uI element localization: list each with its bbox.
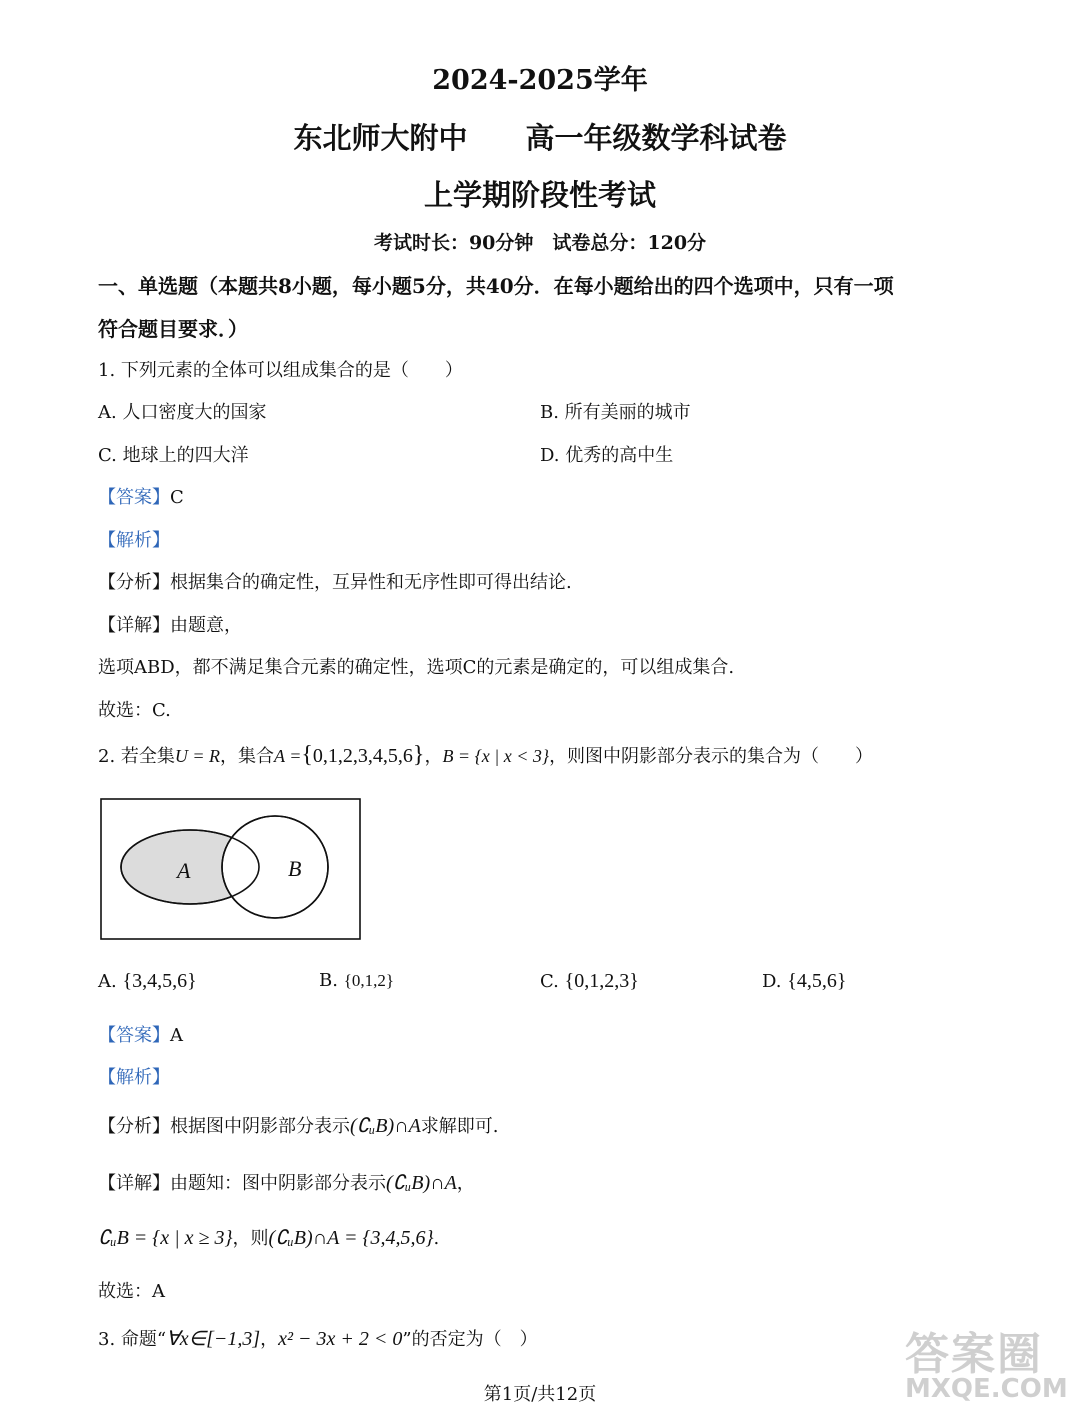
exam-title: 东北师大附中 高一年级数学科试卷	[293, 121, 787, 155]
q2-answer-line	[98, 1021, 183, 1047]
xiangjie-tag: 【详解】	[98, 615, 170, 636]
xiangjie-tag: 【详解】	[98, 1173, 170, 1194]
q3-stem	[98, 1325, 538, 1351]
q2-fenxi-expr: (∁ᵤB)∩A	[350, 1115, 421, 1137]
q2-set-a-elements: 0,1,2,3,4,5,6	[312, 745, 413, 767]
option-letter: B.	[319, 970, 338, 991]
q2-stem-post: ，则图中阴影部分表示的集合为（ ）	[549, 746, 874, 767]
q2-fenxi-pre: 根据图中阴影部分表示	[170, 1116, 350, 1137]
q2-solution-mid: ，则	[232, 1228, 269, 1249]
q2-xiangjie-pre: 由题知：图中阴影部分表示	[170, 1173, 386, 1194]
q2-solution-post: .	[433, 1228, 440, 1249]
q1-answer: C	[170, 487, 184, 508]
q2-stem-mid: ，集合	[220, 746, 275, 767]
q2-answer: A	[170, 1025, 183, 1046]
option-letter: D.	[762, 971, 782, 992]
option-letter: C.	[540, 971, 559, 992]
section-heading-line2: 符合题目要求．）	[98, 317, 248, 341]
fenxi-tag: 【分析】	[98, 1116, 170, 1137]
exam-meta: 考试时长：90分钟 试卷总分：120分	[373, 232, 707, 254]
option-value: {0,1,2}	[343, 971, 395, 990]
q2-solution-line	[98, 1224, 439, 1250]
q2-option-d	[762, 970, 846, 993]
q1-xiangjie-line	[98, 611, 242, 637]
q1-explanation: 选项ABD，都不满足集合元素的确定性，选项C的元素是确定的，可以组成集合.	[98, 657, 735, 678]
q2-option-b	[319, 970, 394, 991]
exam-year: 2024-2025学年	[432, 65, 648, 96]
left-brace: {	[301, 742, 313, 768]
q1-fenxi-line	[98, 568, 572, 594]
q3-comma: ，	[260, 1329, 279, 1350]
option-value: {0,1,2,3}	[564, 970, 639, 992]
exam-subtitle: 上学期阶段性考试	[423, 178, 656, 212]
option-value: {3,4,5,6}	[122, 970, 197, 992]
q2-option-a	[98, 970, 197, 993]
q1-option-b: B. 所有美丽的城市	[540, 402, 691, 423]
q1-xiangjie-text: 由题意，	[170, 615, 242, 636]
q3-stem-pre: 3. 命题“	[98, 1329, 167, 1350]
q2-fenxi-post: 求解即可.	[420, 1116, 499, 1137]
q1-answer-line	[98, 483, 184, 509]
q2-complement-expr: ∁ᵤB = {x | x ≥ 3}	[98, 1227, 233, 1249]
q2-result-expr: (∁ᵤB)∩A = {3,4,5,6}	[268, 1227, 434, 1249]
q2-set-b: B = {x | x < 3}	[442, 746, 550, 766]
answer-tag: 【答案】	[98, 487, 170, 508]
q1-option-d: D. 优秀的高中生	[540, 445, 674, 466]
page-footer: 第1页/共12页	[483, 1384, 597, 1405]
answer-tag: 【答案】	[98, 1025, 170, 1046]
q1-option-c: C. 地球上的四大洋	[98, 445, 249, 466]
q1-choose: 故选：C.	[98, 700, 171, 721]
q2-fenxi-line	[98, 1112, 499, 1138]
q2-xiangjie-post: ，	[456, 1173, 475, 1194]
q1-analysis-tag: 【解析】	[98, 530, 170, 551]
q1-option-a: A. 人口密度大的国家	[98, 402, 267, 423]
q2-stem: 2. 若全集U = R，集合A ={0,1,2,3,4,5,6}，B = {x | x < 3}，则图中阴影部分表示的集合为（ ）	[98, 742, 874, 768]
q2-universal-set: U = R	[174, 746, 221, 766]
right-brace: }	[412, 742, 425, 768]
q2-choose: 故选：A	[98, 1281, 165, 1302]
q3-stem-post: ”的否定为（ ）	[402, 1329, 538, 1350]
q2-xiangjie-line	[98, 1169, 475, 1195]
watermark-logo-text: 答案圈	[905, 1329, 1043, 1380]
q1-fenxi-text: 根据集合的确定性，互异性和无序性即可得出结论.	[170, 572, 572, 593]
watermark-url: MXQE.COM	[905, 1374, 1068, 1404]
q2-analysis-tag: 【解析】	[98, 1067, 170, 1088]
venn-diagram	[100, 798, 362, 941]
venn-label-a: A	[177, 858, 191, 883]
q3-quantifier-expr: ∀x∈[−1,3]	[166, 1328, 261, 1350]
fenxi-tag: 【分析】	[98, 572, 170, 593]
section-heading-line1: 一、单选题（本题共8小题，每小题5分，共40分．在每小题给出的四个选项中，只有一项	[98, 274, 894, 298]
q1-stem: 1. 下列元素的全体可以组成集合的是（ ）	[98, 360, 463, 381]
q3-inequality-expr: x² − 3x + 2 < 0	[278, 1328, 403, 1350]
q2-option-c	[540, 970, 639, 993]
q2-stem-pre: 2. 若全集	[98, 746, 175, 767]
q2-set-a-name: A =	[274, 746, 302, 766]
venn-label-b: B	[288, 856, 302, 881]
q2-xiangjie-expr: (∁ᵤB)∩A	[386, 1172, 457, 1194]
option-value: {4,5,6}	[787, 970, 847, 992]
option-letter: A.	[98, 971, 117, 992]
